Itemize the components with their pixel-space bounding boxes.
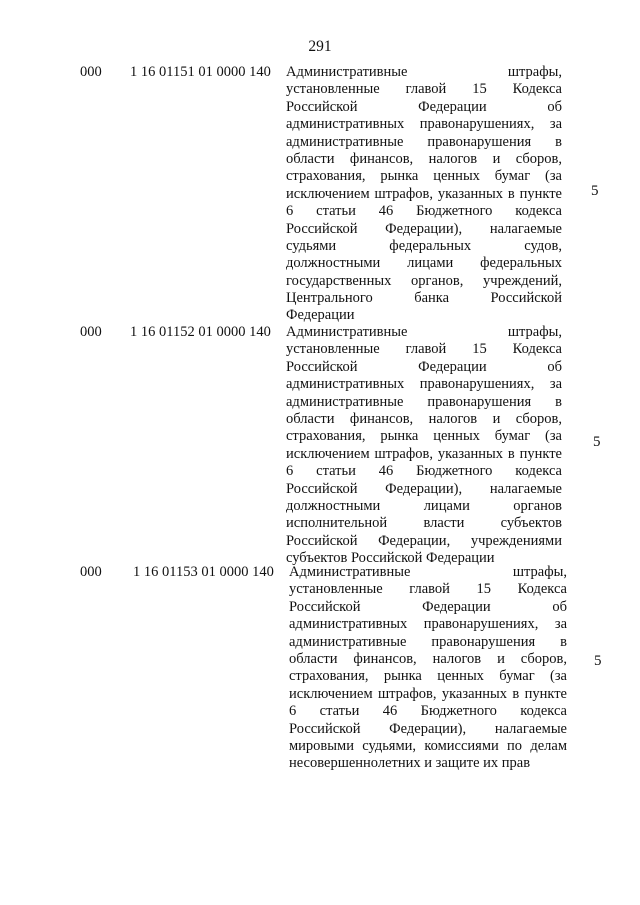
description-line: страхования, рынка ценных бумаг (за (289, 668, 567, 685)
description-line: мировыми судьями, комиссиями по делам (289, 737, 567, 754)
description-line: административных правонарушениях, за (289, 616, 567, 633)
description-line: Российской Федерации), налагаемые (286, 480, 562, 497)
description-line: 6 статьи 46 Бюджетного кодекса (286, 203, 562, 220)
description-line: Российской Федерации), налагаемые (286, 220, 562, 237)
description-line: исключением штрафов, указанных в пункте (286, 185, 562, 202)
administrator-code: 000 (80, 324, 102, 340)
description-line: Центрального банка Российской (286, 290, 562, 307)
description-line: страхования, рынка ценных бумаг (за (286, 428, 562, 445)
description-line: Российской Федерации), налагаемые (289, 720, 567, 737)
description-line: государственных органов, учреждений, (286, 272, 562, 289)
rate-value: 5 (594, 653, 602, 669)
description-line: должностными лицами федеральных (286, 255, 562, 272)
description-line: 6 статьи 46 Бюджетного кодекса (289, 703, 567, 720)
description-line: Федерации (286, 307, 355, 324)
description-line: исключением штрафов, указанных в пункте (286, 445, 562, 462)
description-line: несовершеннолетних и защите их прав (289, 755, 531, 772)
administrator-code: 000 (80, 64, 102, 80)
income-description (286, 324, 562, 567)
description-line: области финансов, налогов и сборов, (286, 410, 562, 427)
description-line: исполнительной власти субъектов (286, 515, 562, 532)
description-line: исключением штрафов, указанных в пункте (289, 685, 567, 702)
administrator-code: 000 (80, 564, 102, 580)
description-line: Российской Федерации об (286, 98, 562, 115)
description-line: административных правонарушениях, за (286, 116, 562, 133)
description-line: Административные штрафы, (286, 64, 562, 80)
rate-value: 5 (593, 434, 601, 450)
budget-classification-code: 1 16 01153 01 0000 140 (133, 564, 274, 580)
income-description (286, 64, 562, 325)
description-line: установленные главой 15 Кодекса (286, 81, 562, 98)
description-line: Административные штрафы, (289, 564, 567, 580)
description-line: субъектов Российской Федерации (286, 550, 495, 567)
description-line: Российской Федерации об (289, 598, 567, 615)
description-line: административных правонарушениях, за (286, 376, 562, 393)
description-line: административные правонарушения в (289, 633, 567, 650)
page-number: 291 (308, 38, 332, 55)
budget-classification-code: 1 16 01151 01 0000 140 (130, 64, 271, 80)
description-line: установленные главой 15 Кодекса (286, 341, 562, 358)
description-line: Российской Федерации об (286, 358, 562, 375)
description-line: области финансов, налогов и сборов, (286, 150, 562, 167)
description-line: установленные главой 15 Кодекса (289, 581, 567, 598)
budget-classification-code: 1 16 01152 01 0000 140 (130, 324, 271, 340)
income-description (289, 564, 567, 773)
description-line: административные правонарушения в (286, 133, 562, 150)
description-line: страхования, рынка ценных бумаг (за (286, 168, 562, 185)
rate-value: 5 (591, 183, 599, 199)
description-line: Административные штрафы, (286, 324, 562, 340)
description-line: административные правонарушения в (286, 393, 562, 410)
description-line: области финансов, налогов и сборов, (289, 650, 567, 667)
description-line: 6 статьи 46 Бюджетного кодекса (286, 463, 562, 480)
description-line: судьями федеральных судов, (286, 237, 562, 254)
description-line: должностными лицами органов (286, 497, 562, 514)
description-line: Российской Федерации, учреждениями (286, 532, 562, 549)
